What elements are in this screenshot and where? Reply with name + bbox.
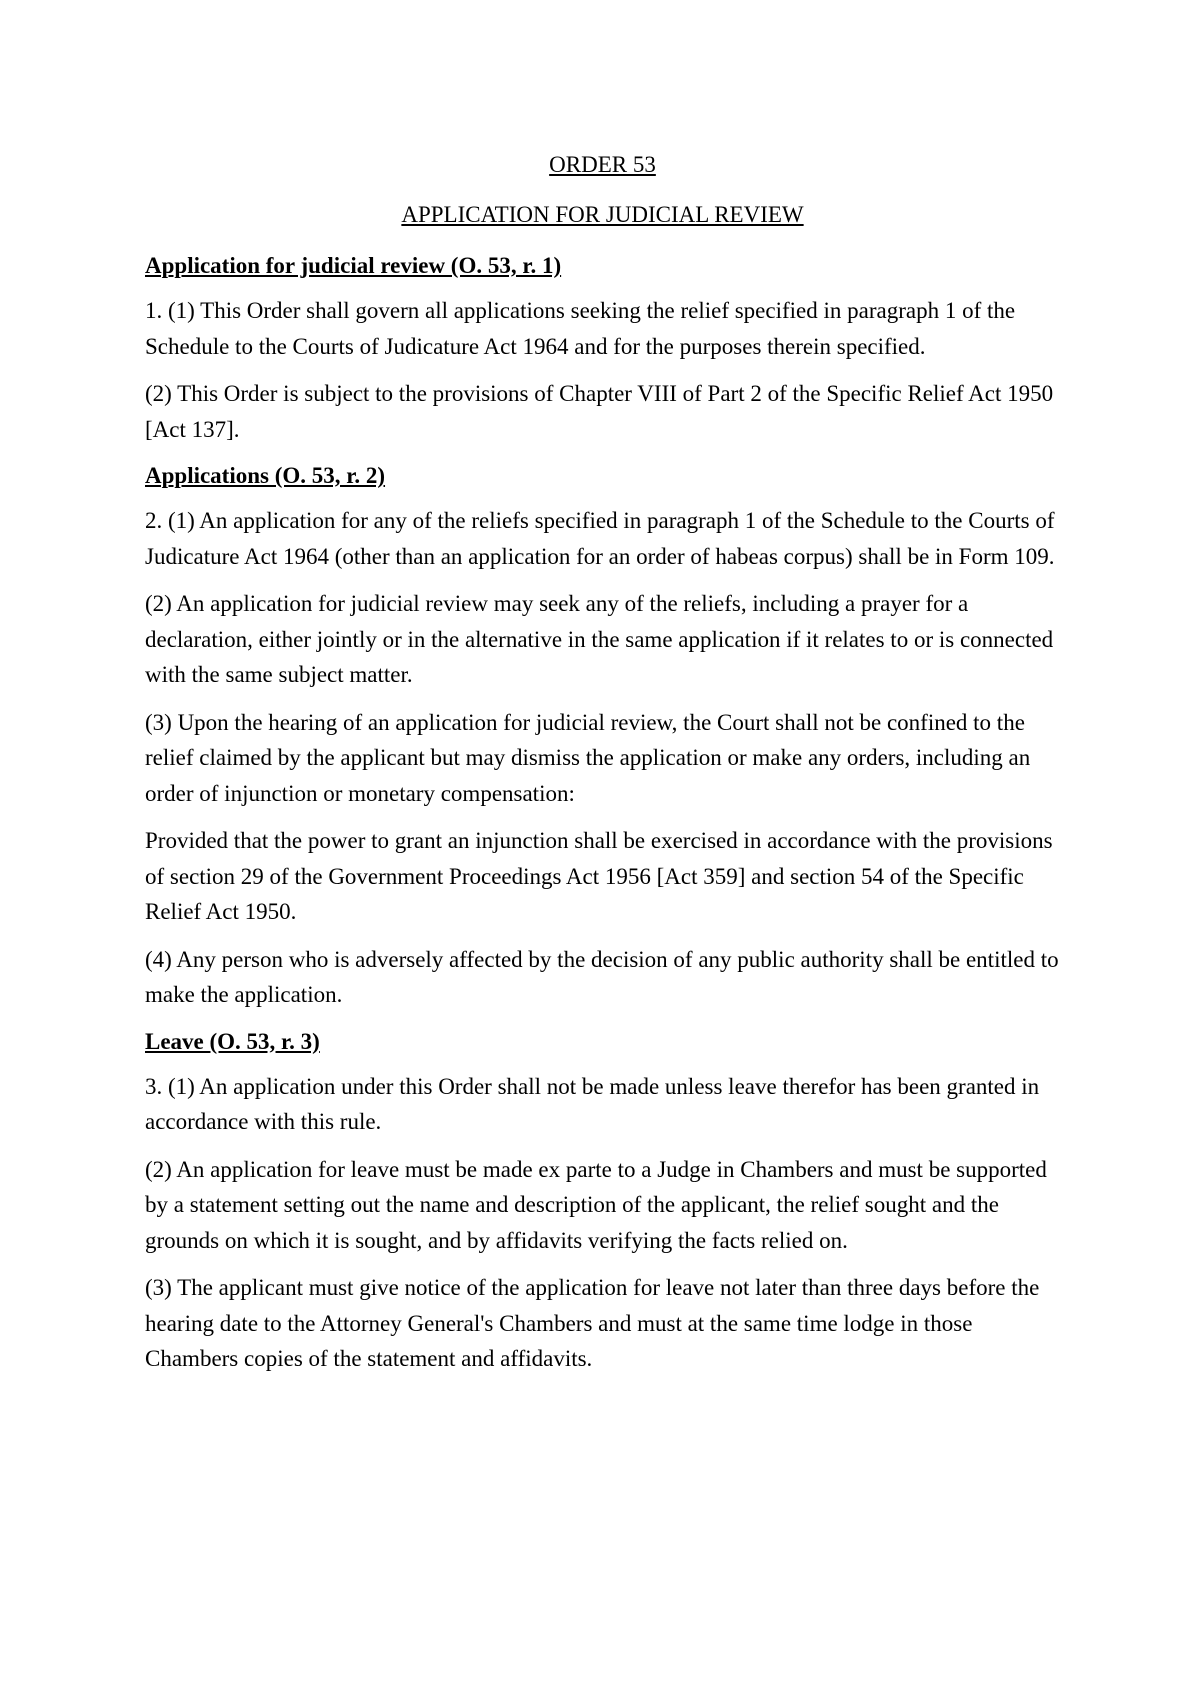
- rule-2-paragraph-4: (4) Any person who is adversely affected by the decision of any public authority shall be entitled to make the application.: [145, 946, 1059, 1007]
- rule-3-paragraph-2: (2) An application for leave must be made ex parte to a Judge in Chambers and must be supported by a statement setting out the name and description of the applicant, the relief sought and the grounds on which it is sought, and by affidavits verifying the facts relied on.: [145, 1156, 1047, 1253]
- rule-3-paragraph-3: (3) The applicant must give notice of the application for leave not later than three days before the hearing date to the Attorney General's Chambers and must at the same time lodge in those Chambers copies of the statement and affidavits.: [145, 1275, 1040, 1371]
- order-title: ORDER 53: [549, 152, 656, 177]
- rule-1-paragraph-2: (2) This Order is subject to the provisions of Chapter VIII of Part 2 of the Specific Relief Act 1950 [Act 137].: [145, 381, 1054, 442]
- section-heading-rule-3: Leave (O. 53, r. 3): [145, 1028, 320, 1054]
- rule-2-paragraph-1: 2. (1) An application for any of the reliefs specified in paragraph 1 of the Schedule to the Courts of Judicature Act 1964 (other than an application for an order of habeas corpus) shall be in Form 109.: [145, 508, 1055, 569]
- document-subtitle: APPLICATION FOR JUDICIAL REVIEW: [401, 202, 804, 227]
- section-heading-rule-1: Application for judicial review (O. 53, r. 1): [145, 253, 562, 278]
- rule-3-paragraph-1: 3. (1) An application under this Order shall not be made unless leave therefor has been granted in accordance with this rule.: [145, 1073, 1040, 1134]
- rule-2-proviso: Provided that the power to grant an injunction shall be exercised in accordance with the provisions of section 29 of the Government Proceedings Act 1956 [Act 359] and section 54 of the Specific Relief Act 1950.: [145, 828, 1053, 924]
- rule-2-paragraph-2: (2) An application for judicial review may seek any of the reliefs, including a prayer for a declaration, either jointly or in the alternative in the same application if it relates to or is connected with the same subject matter.: [145, 591, 1054, 687]
- rule-2-paragraph-3: (3) Upon the hearing of an application for judicial review, the Court shall not be confined to the relief claimed by the applicant but may dismiss the application or make any orders, including an order of injunction or monetary compensation:: [145, 709, 1031, 806]
- section-heading-rule-2: Applications (O. 53, r. 2): [145, 463, 386, 488]
- rule-1-paragraph-1: 1. (1) This Order shall govern all applications seeking the relief specified in paragraph 1 of the Schedule to the Courts of Judicature Act 1964 and for the purposes therein specified.: [145, 298, 1016, 359]
